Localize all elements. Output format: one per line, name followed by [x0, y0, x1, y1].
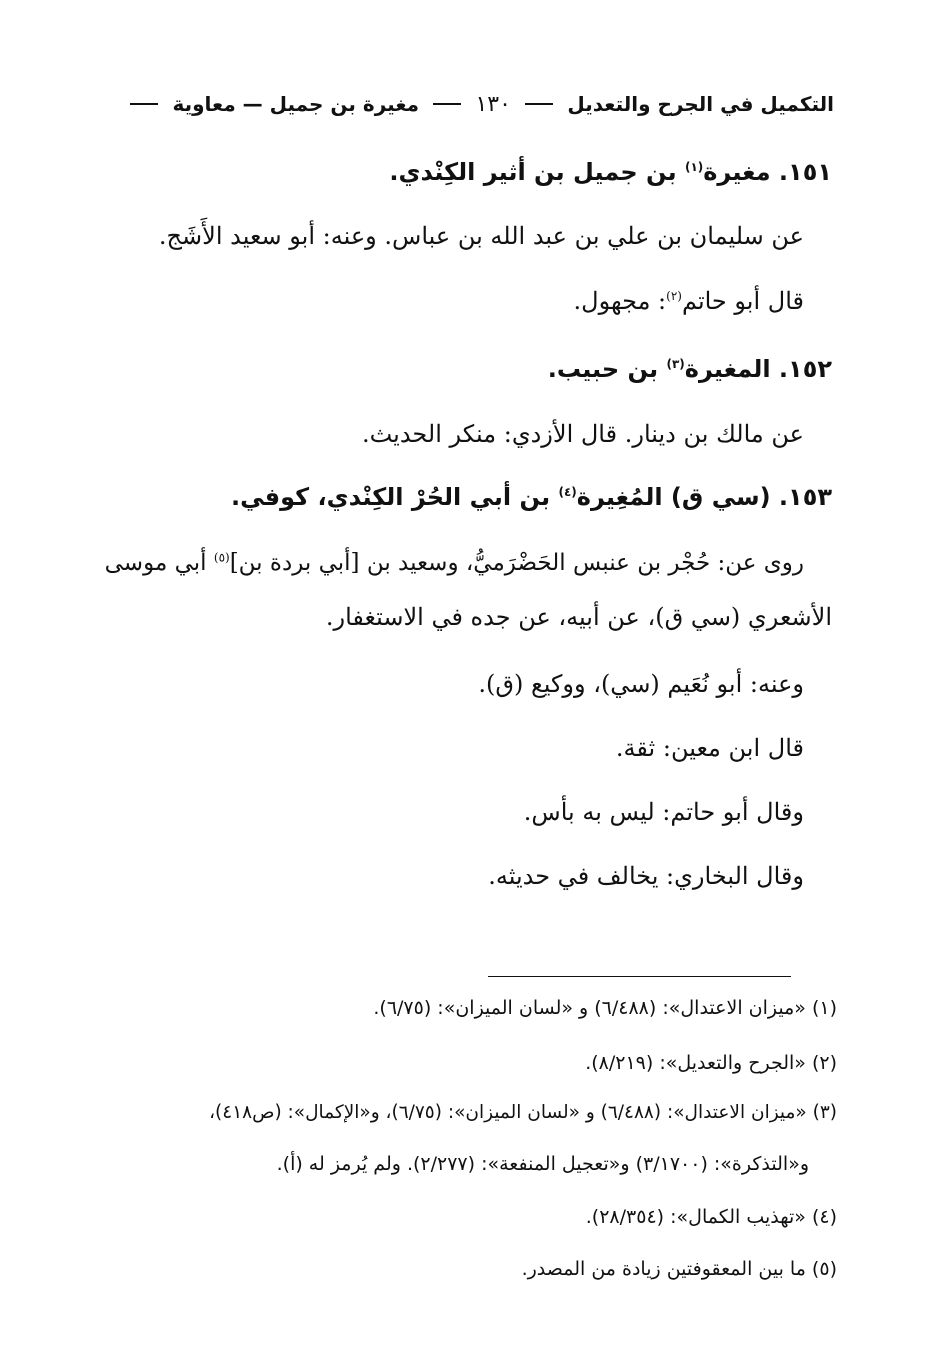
entry-153-line-2: الأشعري (سي ق)، عن أبيه، عن جده في الاستغفار. — [325, 603, 832, 631]
entry-153-line-5: وقال أبو حاتم: ليس به بأس. — [523, 798, 804, 826]
entry-number: ١٥١. — [778, 158, 832, 186]
entry-name: المغيرة — [684, 355, 771, 383]
text-segment: قال أبو حاتم — [681, 287, 804, 315]
text-segment: أبي موسى — [104, 550, 214, 576]
entry-name: المُغِيرة — [576, 483, 663, 511]
footnote-ref: (٤) — [558, 485, 577, 499]
header-rule — [433, 103, 461, 105]
footnote-1: (١) «ميزان الاعتدال»: (٦/٤٨٨) و «لسان الميزان»: (٦/٧٥). — [373, 997, 837, 1019]
entry-name-rest: بن حبيب. — [547, 355, 659, 383]
footnote-separator — [488, 976, 791, 977]
entry-name-rest: بن جميل بن أثير الكِنْدي. — [389, 158, 677, 186]
entry-151-line-2 — [72, 287, 804, 316]
text-segment: : مجهول. — [573, 287, 667, 315]
entry-153-line-3: وعنه: أبو نُعَيم (سي)، ووكيع (ق). — [478, 670, 804, 698]
page-header — [130, 84, 834, 124]
entry-name: مغيرة — [703, 158, 771, 186]
footnote-3-continued: و«التذكرة»: (٣/١٧٠٠) و«تعجيل المنفعة»: (٢/٢٧٧). ولم يُرمز له (أ). — [276, 1153, 809, 1175]
entry-151-line-1: عن سليمان بن علي بن عبد الله بن عباس. وعنه: أبو سعيد الأَشَج. — [158, 222, 804, 250]
footnote-5: (٥) ما بين المعقوفتين زيادة من المصدر. — [521, 1258, 837, 1280]
entry-152-heading — [100, 355, 832, 384]
entry-153-line-1 — [72, 550, 804, 578]
header-title: التكميل في الجرح والتعديل — [567, 92, 834, 116]
footnote-3: (٣) «ميزان الاعتدال»: (٦/٤٨٨) و «لسان الميزان»: (٦/٧٥)، و«الإكمال»: (ص٤١٨)، — [209, 1102, 837, 1123]
footnote-ref: (٣) — [666, 357, 685, 371]
entry-number: ١٥٢. — [778, 355, 832, 383]
footnote-ref: (٢) — [666, 289, 682, 303]
header-rule — [525, 103, 553, 105]
header-running-name: مغيرة بن جميل — معاوية — [172, 92, 419, 116]
entry-number: ١٥٣. — [778, 483, 832, 511]
entry-153-line-6: وقال البخاري: يخالف في حديثه. — [488, 862, 804, 890]
entry-prefix: (سي ق) — [670, 483, 771, 511]
footnote-4: (٤) «تهذيب الكمال»: (٢٨/٣٥٤). — [585, 1206, 837, 1228]
entry-153-line-4: قال ابن معين: ثقة. — [615, 734, 804, 762]
entry-name-rest: بن أبي الحُرْ الكِنْدي، كوفي. — [231, 483, 551, 511]
text-segment: روى عن: حُجْر بن عنبس الحَضْرَميُّ، وسعيد بن [أبي بردة بن] — [229, 550, 804, 576]
entry-152-line-1: عن مالك بن دينار. قال الأزدي: منكر الحديث. — [361, 420, 804, 448]
page-number: ١٣٠ — [475, 91, 511, 117]
footnote-ref: (٥) — [213, 550, 230, 565]
footnote-ref: (١) — [684, 160, 704, 174]
header-rule — [130, 103, 158, 105]
entry-151-heading — [100, 158, 832, 187]
footnote-2: (٢) «الجرح والتعديل»: (٨/٢١٩). — [585, 1052, 837, 1074]
entry-153-heading — [100, 483, 832, 512]
